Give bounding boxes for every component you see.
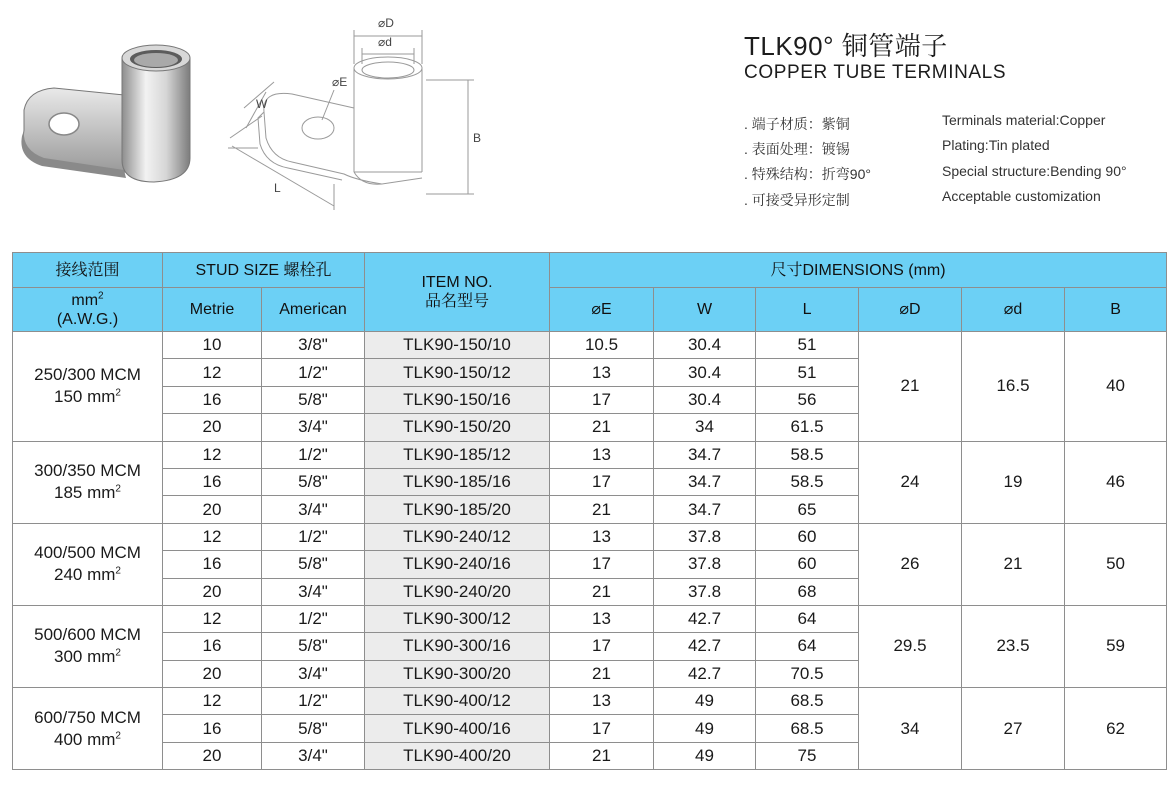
header-range: 接线范围	[13, 253, 163, 288]
label-L: L	[274, 181, 281, 195]
header-row-1	[13, 253, 1167, 288]
dim-E-cell: 21	[550, 742, 654, 769]
range-mcm: 250/300 MCM	[34, 365, 141, 385]
header-W: W	[654, 288, 756, 332]
dim-E-cell: 21	[550, 578, 654, 605]
range-mm2	[13, 386, 162, 408]
metric-size-cell: 16	[163, 715, 262, 742]
dim-D-cell: 21	[859, 332, 962, 442]
dim-E-cell: 17	[550, 633, 654, 660]
table-row	[13, 441, 1167, 468]
dim-L-cell: 64	[756, 633, 859, 660]
dim-E-cell: 13	[550, 359, 654, 386]
metric-size-cell: 20	[163, 742, 262, 769]
spec-table	[12, 252, 1167, 770]
spec-cn-structure: . 特殊结构：折弯90°	[744, 166, 871, 182]
header-range-sup: 2	[98, 290, 104, 302]
dim-E-cell: 13	[550, 605, 654, 632]
range-mm2-value: 300 mm	[54, 647, 116, 667]
american-size-cell: 3/4"	[262, 414, 365, 441]
header-range-unit	[13, 288, 163, 332]
dim-E-cell: 17	[550, 551, 654, 578]
dim-W-cell: 30.4	[654, 386, 756, 413]
header-range-mm: mm	[71, 291, 99, 309]
dim-E-cell: 13	[550, 441, 654, 468]
dim-E-cell: 21	[550, 414, 654, 441]
header-range-awg: (A.W.G.)	[56, 310, 119, 328]
american-size-cell: 3/4"	[262, 742, 365, 769]
dim-L-cell: 61.5	[756, 414, 859, 441]
header-B: B	[1065, 288, 1167, 332]
dim-d-cell: 23.5	[962, 605, 1065, 687]
range-mcm: 400/500 MCM	[34, 543, 141, 563]
item-no-cell: TLK90-400/20	[365, 742, 550, 769]
dim-W-cell: 42.7	[654, 633, 756, 660]
dim-E-cell: 13	[550, 523, 654, 550]
range-mcm: 600/750 MCM	[34, 707, 141, 727]
range-mm2-value: 240 mm	[54, 565, 116, 585]
american-size-cell: 3/4"	[262, 496, 365, 523]
range-mm2-sup: 2	[115, 730, 121, 741]
product-photo	[14, 40, 214, 200]
item-no-cell: TLK90-240/16	[365, 551, 550, 578]
dim-W-cell: 49	[654, 715, 756, 742]
dim-L-cell: 64	[756, 605, 859, 632]
item-no-cell: TLK90-240/12	[365, 523, 550, 550]
item-no-cell: TLK90-400/12	[365, 688, 550, 715]
metric-size-cell: 16	[163, 551, 262, 578]
dim-L-cell: 70.5	[756, 660, 859, 687]
range-mm2-sup: 2	[115, 565, 121, 577]
dim-E-cell: 21	[550, 496, 654, 523]
dim-L-cell: 60	[756, 551, 859, 578]
dim-d-cell: 21	[962, 523, 1065, 605]
metric-size-cell: 10	[163, 332, 262, 359]
metric-size-cell: 16	[163, 468, 262, 495]
american-size-cell: 1/2"	[262, 359, 365, 386]
range-cell	[13, 332, 163, 442]
dim-L-cell: 58.5	[756, 468, 859, 495]
american-size-cell: 5/8"	[262, 633, 365, 660]
dim-D-cell: 29.5	[859, 605, 962, 687]
page-subtitle: COPPER TUBE TERMINALS	[744, 62, 1007, 83]
spec-cn-custom: . 可接受异形定制	[744, 192, 850, 208]
header-D: ⌀D	[859, 288, 962, 332]
range-cell	[13, 523, 163, 605]
dim-E-cell: 17	[550, 386, 654, 413]
dim-W-cell: 30.4	[654, 332, 756, 359]
item-no-cell: TLK90-240/20	[365, 578, 550, 605]
dim-E-cell: 13	[550, 688, 654, 715]
american-size-cell: 5/8"	[262, 715, 365, 742]
american-size-cell: 5/8"	[262, 551, 365, 578]
table-body	[13, 332, 1167, 770]
range-cell	[13, 441, 163, 523]
header-stud-size: STUD SIZE 螺栓孔	[163, 253, 365, 288]
item-no-cell: TLK90-185/16	[365, 468, 550, 495]
dim-L-cell: 68	[756, 578, 859, 605]
dim-W-cell: 49	[654, 742, 756, 769]
table-row	[13, 332, 1167, 359]
dim-d-cell: 16.5	[962, 332, 1065, 442]
table-row	[13, 605, 1167, 632]
american-size-cell: 1/2"	[262, 523, 365, 550]
dim-L-cell: 51	[756, 359, 859, 386]
spec-cn-plating: . 表面处理：镀锡	[744, 141, 850, 157]
metric-size-cell: 20	[163, 414, 262, 441]
dim-B-cell: 59	[1065, 605, 1167, 687]
dim-L-cell: 51	[756, 332, 859, 359]
dim-E-cell: 10.5	[550, 332, 654, 359]
metric-size-cell: 20	[163, 578, 262, 605]
item-no-cell: TLK90-150/10	[365, 332, 550, 359]
table-row	[13, 523, 1167, 550]
dim-L-cell: 56	[756, 386, 859, 413]
page-title: TLK90° 铜管端子	[744, 31, 948, 61]
dim-E-cell: 17	[550, 468, 654, 495]
header-E: ⌀E	[550, 288, 654, 332]
metric-size-cell: 20	[163, 660, 262, 687]
label-E: ⌀E	[332, 75, 348, 89]
range-mcm: 300/350 MCM	[34, 461, 141, 481]
item-no-cell: TLK90-400/16	[365, 715, 550, 742]
metric-size-cell: 12	[163, 441, 262, 468]
dim-W-cell: 37.8	[654, 551, 756, 578]
spec-en-custom: Acceptable customization	[942, 188, 1101, 204]
dim-B-cell: 62	[1065, 688, 1167, 770]
dim-D-cell: 24	[859, 441, 962, 523]
dim-B-cell: 46	[1065, 441, 1167, 523]
metric-size-cell: 12	[163, 688, 262, 715]
header-item-no	[365, 253, 550, 332]
range-mm2	[13, 564, 162, 586]
dim-W-cell: 34.7	[654, 441, 756, 468]
dim-W-cell: 30.4	[654, 359, 756, 386]
header-d: ⌀d	[962, 288, 1065, 332]
metric-size-cell: 16	[163, 386, 262, 413]
header-item-en: ITEM NO.	[421, 274, 493, 291]
metric-size-cell: 16	[163, 633, 262, 660]
dim-B-cell: 40	[1065, 332, 1167, 442]
header-row-2	[13, 288, 1167, 332]
spec-cn-material: . 端子材质：紫铜	[744, 116, 850, 132]
dim-D-cell: 34	[859, 688, 962, 770]
range-cell	[13, 688, 163, 770]
dim-D-cell: 26	[859, 523, 962, 605]
range-mm2-value: 150 mm	[54, 387, 116, 407]
header-metric: Metrie	[163, 288, 262, 332]
dim-W-cell: 49	[654, 688, 756, 715]
header-L: L	[756, 288, 859, 332]
dim-W-cell: 34.7	[654, 496, 756, 523]
american-size-cell: 1/2"	[262, 441, 365, 468]
table-row	[13, 688, 1167, 715]
item-no-cell: TLK90-185/20	[365, 496, 550, 523]
metric-size-cell: 12	[163, 523, 262, 550]
header-dimensions: 尺寸DIMENSIONS (mm)	[550, 253, 1167, 288]
dim-B-cell: 50	[1065, 523, 1167, 605]
american-size-cell: 1/2"	[262, 688, 365, 715]
american-size-cell: 5/8"	[262, 468, 365, 495]
american-size-cell: 1/2"	[262, 605, 365, 632]
range-mm2-value: 400 mm	[54, 729, 116, 749]
spec-en-material: Terminals material:Copper	[942, 112, 1106, 128]
dim-E-cell: 17	[550, 715, 654, 742]
american-size-cell: 3/8"	[262, 332, 365, 359]
dim-L-cell: 58.5	[756, 441, 859, 468]
item-no-cell: TLK90-185/12	[365, 441, 550, 468]
range-mcm: 500/600 MCM	[34, 625, 141, 645]
item-no-cell: TLK90-150/16	[365, 386, 550, 413]
dim-W-cell: 34	[654, 414, 756, 441]
american-size-cell: 5/8"	[262, 386, 365, 413]
technical-drawing	[222, 8, 492, 216]
dim-L-cell: 75	[756, 742, 859, 769]
spec-en-structure: Special structure:Bending 90°	[942, 163, 1127, 179]
item-no-cell: TLK90-300/12	[365, 605, 550, 632]
dim-W-cell: 42.7	[654, 660, 756, 687]
range-mm2	[13, 482, 162, 504]
header-item-cn: 品名型号	[425, 293, 490, 310]
dim-W-cell: 34.7	[654, 468, 756, 495]
label-d: ⌀d	[378, 35, 392, 49]
dim-L-cell: 60	[756, 523, 859, 550]
dim-L-cell: 68.5	[756, 688, 859, 715]
dim-L-cell: 68.5	[756, 715, 859, 742]
dim-d-cell: 19	[962, 441, 1065, 523]
item-no-cell: TLK90-300/20	[365, 660, 550, 687]
dim-L-cell: 65	[756, 496, 859, 523]
header-american: American	[262, 288, 365, 332]
dim-W-cell: 37.8	[654, 578, 756, 605]
range-cell	[13, 605, 163, 687]
range-mm2-value: 185 mm	[54, 483, 116, 503]
range-mm2-sup: 2	[115, 387, 121, 399]
dim-E-cell: 21	[550, 660, 654, 687]
dim-d-cell: 27	[962, 688, 1065, 770]
item-no-cell: TLK90-300/16	[365, 633, 550, 660]
american-size-cell: 3/4"	[262, 578, 365, 605]
label-W: W	[256, 97, 268, 111]
range-mm2-sup: 2	[115, 647, 121, 659]
item-no-cell: TLK90-150/20	[365, 414, 550, 441]
metric-size-cell: 20	[163, 496, 262, 523]
label-B: B	[473, 131, 482, 145]
range-mm2-sup: 2	[115, 483, 121, 495]
dim-W-cell: 37.8	[654, 523, 756, 550]
american-size-cell: 3/4"	[262, 660, 365, 687]
spec-en-plating: Plating:Tin plated	[942, 137, 1050, 153]
range-mm2	[13, 729, 162, 751]
metric-size-cell: 12	[163, 605, 262, 632]
dim-W-cell: 42.7	[654, 605, 756, 632]
label-D: ⌀D	[378, 16, 394, 30]
metric-size-cell: 12	[163, 359, 262, 386]
item-no-cell: TLK90-150/12	[365, 359, 550, 386]
range-mm2	[13, 646, 162, 668]
